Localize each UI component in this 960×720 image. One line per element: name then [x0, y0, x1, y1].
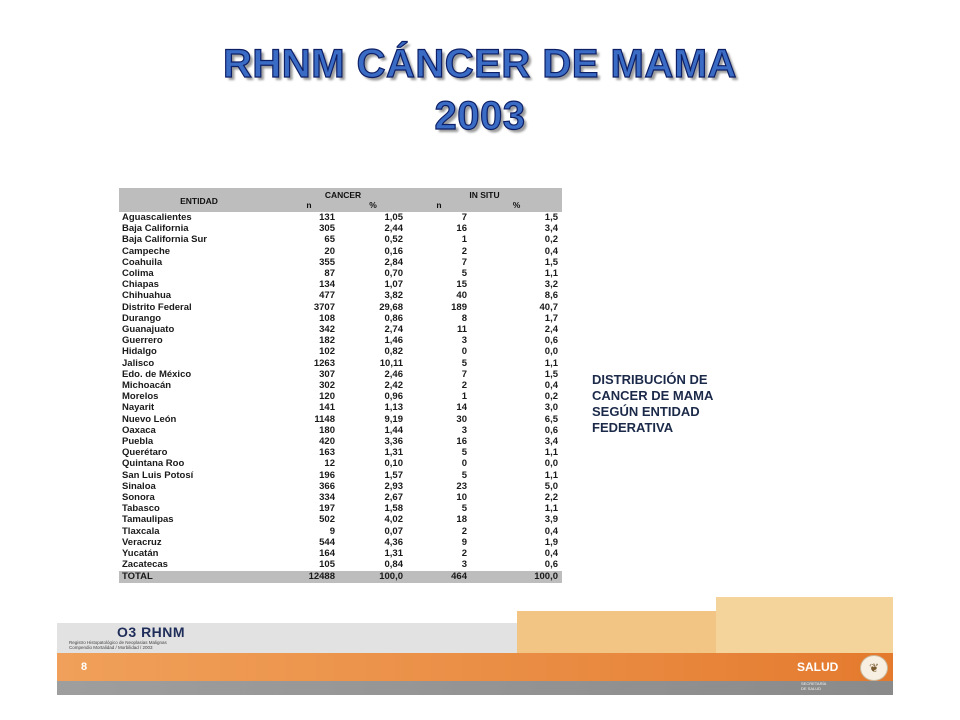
table-row [119, 268, 562, 279]
cell-insitu-n: 0 [461, 458, 467, 470]
slide-footer [57, 597, 893, 695]
cell-insitu-pct: 0,2 [544, 234, 559, 246]
cell-insitu-pct: 0,6 [544, 559, 559, 571]
caption-line: CANCER DE MAMA [592, 388, 714, 403]
cell-entidad: Coahuila [122, 256, 163, 268]
header-insitu: IN SITU [407, 188, 562, 200]
cell-insitu-pct: 0,0 [544, 346, 559, 358]
cell-cancer-pct: 0,86 [384, 312, 403, 324]
cell-entidad: Nuevo León [122, 413, 177, 425]
cell-cancer-n: 355 [319, 256, 335, 268]
cell-cancer-n: 105 [319, 559, 335, 571]
cell-entidad: Michoacán [122, 380, 172, 392]
secretaria-line: DE SALUD [801, 686, 822, 691]
cell-insitu-n: 1 [461, 234, 467, 246]
cell-insitu-n: 15 [456, 279, 467, 291]
table-row [119, 212, 562, 223]
cancer-distribution-table [119, 188, 562, 583]
cell-cancer-pct: 1,46 [384, 335, 403, 347]
table-row [119, 492, 562, 503]
cell-insitu-pct: 1,1 [544, 357, 559, 369]
cell-insitu-pct: 0,4 [544, 380, 559, 392]
cell-entidad: Yucatán [122, 548, 159, 560]
cell-cancer-n: 305 [319, 223, 335, 235]
cell-entidad: Hidalgo [122, 346, 157, 358]
cell-entidad: Sinaloa [122, 480, 156, 492]
table-row [119, 223, 562, 234]
table-row [119, 279, 562, 290]
table-row [119, 380, 562, 391]
cell-cancer-n: 302 [319, 380, 335, 392]
table-row [119, 391, 562, 402]
cell-entidad: Nayarit [122, 402, 155, 414]
cell-insitu-pct: 40,7 [539, 301, 559, 313]
table-row [119, 458, 562, 469]
table-row [119, 481, 562, 492]
table-row [119, 548, 562, 559]
cell-cancer-pct: 2,42 [384, 380, 403, 392]
cell-insitu-pct: 1,5 [544, 212, 559, 223]
cell-insitu-n: 18 [456, 514, 467, 526]
cell-cancer-pct: 9,19 [384, 413, 403, 425]
cell-insitu-n: 40 [456, 290, 467, 302]
cell-cancer-n: 307 [319, 368, 335, 380]
header-cancer: CANCER [279, 188, 407, 200]
cell-cancer-n: 12488 [279, 571, 339, 583]
cell-entidad: Guanajuato [122, 324, 175, 336]
cell-insitu-pct: 2,4 [544, 324, 559, 336]
cell-entidad: Distrito Federal [122, 301, 192, 313]
cell-insitu-pct: 0,6 [544, 335, 559, 347]
cell-entidad: Baja California Sur [122, 234, 207, 246]
cell-cancer-pct: 10,11 [379, 357, 403, 369]
header-entidad: ENTIDAD [119, 188, 279, 212]
slide-title-line1: RHNM CÁNCER DE MAMA [223, 42, 737, 86]
table-body [119, 212, 562, 583]
cell-entidad: Chiapas [122, 279, 159, 291]
cell-insitu-pct: 2,2 [544, 492, 559, 504]
table-row [119, 436, 562, 447]
cell-insitu-n: 3 [461, 335, 467, 347]
cell-cancer-pct: 2,67 [384, 492, 403, 504]
header-cancer-pct: % [339, 200, 407, 212]
cell-insitu-n: 464 [407, 571, 471, 583]
cell-cancer-n: 544 [319, 536, 335, 548]
table-row [119, 503, 562, 514]
cell-entidad: Puebla [122, 436, 154, 448]
cell-cancer-n: 334 [319, 492, 335, 504]
cell-insitu-pct: 0,4 [544, 245, 559, 257]
cell-cancer-n: 102 [319, 346, 335, 358]
header-insitu-n: n [407, 200, 471, 212]
secretaria-line: SECRETARÍA [801, 681, 827, 686]
cell-insitu-n: 14 [456, 402, 467, 414]
page-number: 8 [81, 661, 88, 673]
cell-insitu-pct: 0,2 [544, 391, 559, 403]
cell-insitu-pct: 1,5 [544, 256, 559, 268]
cell-cancer-pct: 1,05 [384, 212, 403, 223]
cell-cancer-n: 182 [319, 335, 335, 347]
mexican-coat-of-arms-icon: ❦ [860, 655, 888, 681]
cell-insitu-n: 0 [461, 346, 467, 358]
table-row [119, 514, 562, 525]
cell-insitu-n: 2 [461, 525, 467, 537]
table-row [119, 324, 562, 335]
cell-insitu-n: 5 [461, 357, 467, 369]
cell-cancer-pct: 2,44 [384, 223, 403, 235]
cell-cancer-pct: 0,10 [384, 458, 403, 470]
cell-cancer-pct: 1,07 [384, 279, 403, 291]
cell-cancer-pct: 100,0 [339, 571, 407, 583]
cell-cancer-pct: 1,44 [384, 424, 403, 436]
cell-insitu-n: 9 [461, 536, 467, 548]
cell-cancer-n: 366 [319, 480, 335, 492]
cell-cancer-pct: 2,93 [384, 480, 403, 492]
table-row [119, 414, 562, 425]
cell-insitu-pct: 0,6 [544, 424, 559, 436]
cell-cancer-n: 12 [324, 458, 335, 470]
table-row [119, 290, 562, 301]
cell-insitu-pct: 6,5 [544, 413, 559, 425]
cell-entidad: San Luis Potosí [122, 469, 194, 481]
cell-cancer-pct: 29,68 [379, 301, 403, 313]
cell-cancer-pct: 1,58 [384, 503, 403, 515]
cell-cancer-n: 180 [319, 424, 335, 436]
cell-insitu-n: 2 [461, 245, 467, 257]
cell-cancer-pct: 4,36 [384, 536, 403, 548]
cell-cancer-pct: 0,52 [384, 234, 403, 246]
cell-entidad: Sonora [122, 492, 155, 504]
cell-cancer-pct: 2,84 [384, 256, 403, 268]
cell-insitu-n: 5 [461, 503, 467, 515]
cell-insitu-n: 3 [461, 424, 467, 436]
caption-line: DISTRIBUCIÓN DE [592, 372, 708, 387]
cell-entidad: Veracruz [122, 536, 162, 548]
salud-brand: SALUD [797, 660, 839, 674]
table-row [119, 402, 562, 413]
cell-cancer-n: 164 [319, 548, 335, 560]
cell-insitu-pct: 0,0 [544, 458, 559, 470]
cell-cancer-pct: 1,57 [384, 469, 403, 481]
cell-cancer-pct: 0,84 [384, 559, 403, 571]
cell-entidad: Jalisco [122, 357, 155, 369]
cell-cancer-pct: 0,16 [384, 245, 403, 257]
cell-insitu-pct: 1,1 [544, 503, 559, 515]
cell-cancer-n: 196 [319, 469, 335, 481]
table-row [119, 447, 562, 458]
cell-insitu-pct: 1,9 [544, 536, 559, 548]
cell-entidad: Baja California [122, 223, 189, 235]
cell-entidad: Colima [122, 268, 154, 280]
decorative-square-light [716, 597, 893, 653]
footer-gray-band [57, 681, 893, 695]
table-row [119, 302, 562, 313]
cell-cancer-n: 502 [319, 514, 335, 526]
table-row [119, 425, 562, 436]
logo-subtitle-line: Compendio Mortalidad / Morbilidad / 2003 [69, 645, 153, 650]
cell-cancer-n: 134 [319, 279, 335, 291]
table-row [119, 335, 562, 346]
cell-insitu-n: 8 [461, 312, 467, 324]
cell-entidad: Aguascalientes [122, 212, 192, 223]
cell-cancer-n: 87 [324, 268, 335, 280]
cell-insitu-n: 11 [456, 324, 467, 336]
cell-cancer-n: 163 [319, 447, 335, 459]
table-row [119, 559, 562, 570]
cell-insitu-n: 7 [461, 256, 467, 268]
cell-insitu-n: 7 [461, 212, 467, 223]
cell-insitu-pct: 100,0 [471, 571, 562, 583]
cell-cancer-n: 477 [319, 290, 335, 302]
cell-insitu-pct: 1,1 [544, 469, 559, 481]
cell-cancer-pct: 0,70 [384, 268, 403, 280]
cell-cancer-n: 9 [329, 525, 335, 537]
cell-entidad: Edo. de México [122, 368, 192, 380]
cell-entidad: TOTAL [119, 571, 279, 583]
cell-insitu-n: 7 [461, 368, 467, 380]
header-cancer-n: n [279, 200, 339, 212]
cell-cancer-n: 65 [324, 234, 335, 246]
cell-cancer-pct: 0,07 [384, 525, 403, 537]
slide-title-line2: 2003 [434, 94, 526, 138]
cell-entidad: Tabasco [122, 503, 160, 515]
cell-cancer-n: 108 [319, 312, 335, 324]
cell-cancer-n: 342 [319, 324, 335, 336]
table-row [119, 369, 562, 380]
cell-cancer-pct: 3,82 [384, 290, 403, 302]
cell-cancer-n: 420 [319, 436, 335, 448]
cell-cancer-n: 1263 [313, 357, 335, 369]
table-row [119, 234, 562, 245]
cell-entidad: Querétaro [122, 447, 168, 459]
cell-entidad: Oaxaca [122, 424, 156, 436]
cell-insitu-n: 5 [461, 447, 467, 459]
cell-entidad: Tamaulipas [122, 514, 174, 526]
cell-cancer-n: 141 [319, 402, 335, 414]
cell-cancer-pct: 4,02 [384, 514, 403, 526]
cell-insitu-pct: 3,4 [544, 223, 559, 235]
cell-entidad: Campeche [122, 245, 171, 257]
cell-insitu-n: 5 [461, 268, 467, 280]
table-row [119, 257, 562, 268]
cell-insitu-pct: 3,9 [544, 514, 559, 526]
caption-line: FEDERATIVA [592, 420, 674, 435]
cell-insitu-pct: 3,2 [544, 279, 559, 291]
cancer-distribution-table-container [119, 188, 562, 583]
cell-insitu-n: 30 [456, 413, 467, 425]
table-row [119, 313, 562, 324]
logo-subtitle-line: Registro Histopatológico de Neoplasias Malignas [69, 640, 167, 645]
cell-insitu-n: 2 [461, 548, 467, 560]
cell-entidad: Zacatecas [122, 559, 168, 571]
cell-cancer-n: 120 [319, 391, 335, 403]
cell-cancer-pct: 2,74 [384, 324, 403, 336]
cell-insitu-n: 10 [456, 492, 467, 504]
cell-insitu-n: 16 [456, 436, 467, 448]
cell-entidad: Tlaxcala [122, 525, 160, 537]
header-insitu-pct: % [471, 200, 562, 212]
cell-cancer-n: 1148 [314, 413, 335, 425]
cell-entidad: Guerrero [122, 335, 163, 347]
cell-insitu-pct: 1,7 [544, 312, 559, 324]
cell-cancer-n: 20 [324, 245, 335, 257]
cell-insitu-n: 2 [461, 380, 467, 392]
cell-cancer-pct: 0,96 [384, 391, 403, 403]
rhnm-logo-subtitle [69, 640, 269, 650]
cell-insitu-pct: 3,0 [544, 402, 559, 414]
cell-insitu-n: 16 [456, 223, 467, 235]
cell-cancer-pct: 1,13 [384, 402, 403, 414]
cell-entidad: Morelos [122, 391, 159, 403]
cell-cancer-n: 3707 [313, 301, 335, 313]
cell-insitu-pct: 3,4 [544, 436, 559, 448]
table-row [119, 526, 562, 537]
side-caption [592, 372, 792, 436]
cell-cancer-pct: 2,46 [384, 368, 403, 380]
cell-cancer-pct: 1,31 [384, 548, 403, 560]
secretaria-de-salud-label [801, 681, 826, 691]
table-row [119, 358, 562, 369]
cell-insitu-n: 189 [451, 301, 467, 313]
cell-entidad: Quintana Roo [122, 458, 185, 470]
cell-insitu-pct: 5,0 [544, 480, 559, 492]
cell-cancer-pct: 3,36 [384, 436, 403, 448]
caption-line: SEGÚN ENTIDAD [592, 404, 700, 419]
cell-entidad: Durango [122, 312, 162, 324]
cell-insitu-n: 3 [461, 559, 467, 571]
cell-insitu-n: 1 [461, 391, 467, 403]
cell-cancer-pct: 0,82 [384, 346, 403, 358]
cell-insitu-pct: 1,5 [544, 368, 559, 380]
cell-insitu-pct: 8,6 [544, 290, 559, 302]
cell-entidad: Chihuahua [122, 290, 172, 302]
decorative-square-orange [517, 611, 716, 653]
cell-insitu-n: 5 [461, 469, 467, 481]
cell-insitu-pct: 1,1 [544, 447, 559, 459]
cell-insitu-pct: 0,4 [544, 525, 559, 537]
footer-orange-band [57, 653, 893, 681]
table-total-row [119, 571, 562, 583]
cell-insitu-pct: 0,4 [544, 548, 559, 560]
rhnm-logo: O3 RHNM [117, 624, 186, 640]
table-row [119, 246, 562, 257]
table-row [119, 537, 562, 548]
cell-cancer-n: 131 [319, 212, 335, 223]
table-row [119, 346, 562, 357]
table-row [119, 470, 562, 481]
cell-insitu-n: 23 [456, 480, 467, 492]
cell-cancer-pct: 1,31 [384, 447, 403, 459]
cell-insitu-pct: 1,1 [544, 268, 559, 280]
cell-cancer-n: 197 [319, 503, 335, 515]
